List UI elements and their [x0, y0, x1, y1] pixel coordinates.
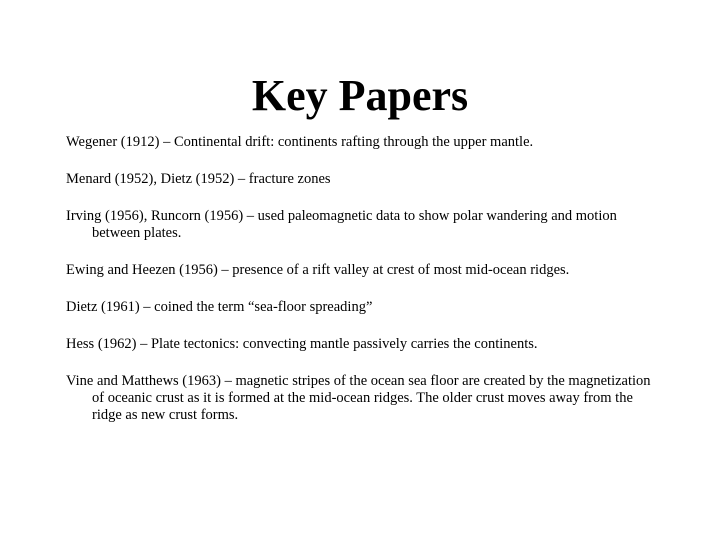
slide-title: Key Papers: [251, 71, 469, 120]
paper-entry-hess: Hess (1962) – Plate tectonics: convecting mantle passively carries the continents.: [66, 336, 538, 352]
paper-entry-menard-dietz: Menard (1952), Dietz (1952) – fracture zones: [66, 171, 331, 187]
key-papers-list: [66, 134, 666, 444]
paper-entry-irving-runcorn: Irving (1956), Runcorn (1956) – used paleomagnetic data to show polar wandering and motion between plates.: [66, 208, 617, 241]
paper-entry-ewing-heezen: Ewing and Heezen (1956) – presence of a rift valley at crest of most mid-ocean ridges.: [66, 262, 570, 278]
paper-entry-vine-matthews: Vine and Matthews (1963) – magnetic stripes of the ocean sea floor are created by the magnetization of oceanic crust as it is formed at the mid-ocean ridges. The older crust moves away from the ridge as new crust forms.: [66, 373, 651, 423]
paper-entry-wegener: Wegener (1912) – Continental drift: continents rafting through the upper mantle.: [66, 134, 534, 150]
paper-entry-dietz-1961: Dietz (1961) – coined the term “sea-floor spreading”: [66, 299, 373, 315]
